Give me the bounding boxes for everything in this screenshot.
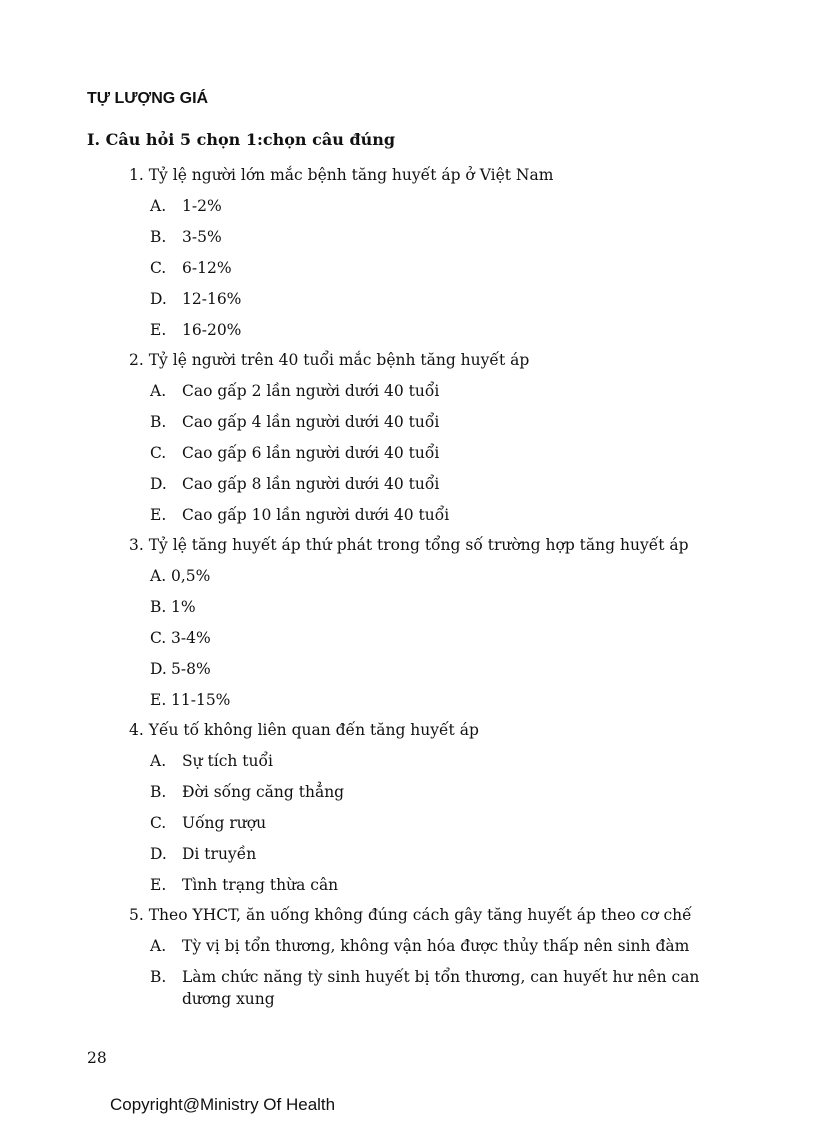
option-text: 1% [171,598,196,616]
option-text: Sự tích tuổi [182,752,273,770]
question-1-text: 1. Tỷ lệ người lớn mắc bệnh tăng huyết áp ở Việt Nam [129,166,554,184]
question-5-text: 5. Theo YHCT, ăn uống không đúng cách gây tăng huyết áp theo cơ chế [129,906,692,924]
question-4-text: 4. Yếu tố không liên quan đến tăng huyết áp [129,721,479,739]
option-text: Di truyền [182,845,257,863]
option-letter: C. [150,629,167,647]
option-letter: E. [150,506,167,524]
option-letter: B. [150,968,167,986]
option-letter: B. [150,228,167,246]
option-text: 11-15% [171,691,231,709]
option-letter: B. [150,783,167,801]
option-text: Cao gấp 8 lần người dưới 40 tuổi [182,475,440,493]
option-letter: A. [150,382,167,400]
option-letter: E. [150,321,167,339]
option-text: Làm chức năng tỳ sinh huyết bị tổn thương, can huyết hư nên can dương xung [182,968,700,1008]
option-letter: B. [150,413,167,431]
section-title: I. Câu hỏi 5 chọn 1:chọn câu đúng [87,130,396,149]
option-letter: D. [150,290,167,308]
option-letter: B. [150,598,167,616]
option-text: 12-16% [182,290,242,308]
option-text: 3-5% [182,228,222,246]
option-text: Cao gấp 10 lần người dưới 40 tuổi [182,506,450,524]
option-letter: D. [150,660,167,678]
option-text: Uống rượu [182,814,267,832]
option-text: Tỳ vị bị tổn thương, không vận hóa được thủy thấp nên sinh đàm [182,937,690,955]
option-letter: E. [150,691,167,709]
option-text: 1-2% [182,197,222,215]
option-letter: E. [150,876,167,894]
question-3-text: 3. Tỷ lệ tăng huyết áp thứ phát trong tổng số trường hợp tăng huyết áp [129,536,689,554]
option-letter: A. [150,567,167,585]
page-number: 28 [87,1049,107,1067]
option-letter: A. [150,197,167,215]
option-text: 6-12% [182,259,232,277]
option-letter: A. [150,752,167,770]
option-letter: D. [150,845,167,863]
option-text: 3-4% [171,629,211,647]
option-text: 5-8% [171,660,211,678]
option-text: Cao gấp 4 lần người dưới 40 tuổi [182,413,440,431]
option-letter: C. [150,814,167,832]
question-2-text: 2. Tỷ lệ người trên 40 tuổi mắc bệnh tăng huyết áp [129,351,530,369]
option-text: 16-20% [182,321,242,339]
option-text: Cao gấp 2 lần người dưới 40 tuổi [182,382,440,400]
option-text: Đời sống căng thẳng [182,783,345,801]
option-letter: A. [150,937,167,955]
option-text: Cao gấp 6 lần người dưới 40 tuổi [182,444,440,462]
option-letter: D. [150,475,167,493]
page-heading: TỰ LƯỢNG GIÁ [87,90,209,107]
option-text: Tình trạng thừa cân [182,876,339,894]
copyright-notice: Copyright@Ministry Of Health [110,1095,336,1114]
option-letter: C. [150,444,167,462]
option-text: 0,5% [171,567,211,585]
option-letter: C. [150,259,167,277]
